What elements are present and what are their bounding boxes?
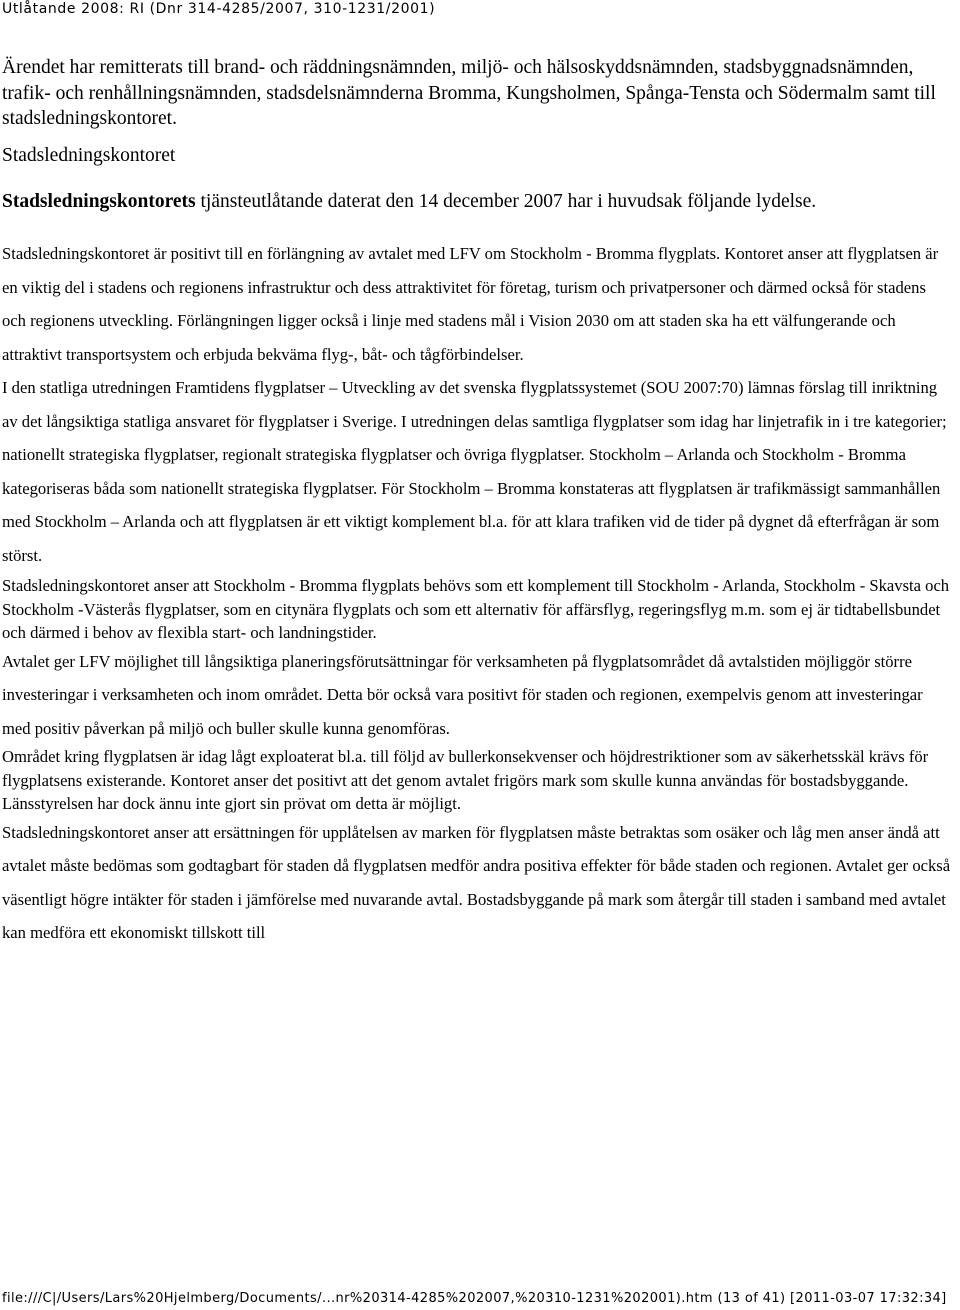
paragraph-lfv-agreement: Avtalet ger LFV möjlighet till långsiktiga planeringsförutsättningar för verksamheten på flygplatsområdet då avtalstiden möjliggör större investeringar i verksamheten och inom området. Detta bör också vara positivt för staden och regionen, exempelvis genom att investeringar med positiv påverkan på miljö och buller skulle kunna genomföras. bbox=[2, 651, 923, 738]
lead-bold-text: Stadsledningskontorets bbox=[2, 191, 196, 212]
page-footer: file:///C|/Users/Lars%20Hjelmberg/Documents/...nr%20314-4285%202007,%20310-1231%202001).htm (13 of 41) [2011-03-07 17:32:34] bbox=[2, 1291, 947, 1306]
lead-rest-text: tjänsteutlåtande daterat den 14 december 2007 har i huvudsak följande lydelse. bbox=[195, 191, 817, 212]
paragraph-state-inquiry: I den statliga utredningen Framtidens flygplatser – Utveckling av det svenska flygplatssystemet (SOU 2007:70) lämnas förslag till inriktning av det långsiktiga statliga ansvaret för flygplatser i Sverige. I utredningen delas samtliga flygplatser som idag har linjetrafik in i tre kategorier; nationellt strategiska flygplatser, regionalt strategiska flygplatser och övriga flygplatser. Stockholm – Arlanda och Stockholm - Bromma kategoriseras båda som nationellt strategiska flygplatser. För Stockholm – Bromma konstateras att flygplatsen är trafikmässigt sammanhållen med Stockholm – Arlanda och att flygplatsen är ett viktigt komplement bl.a. för att klara trafiken vid de tider på dygnet då efterfrågan är som störst. bbox=[2, 378, 947, 565]
intro-paragraph: Ärendet har remitterats till brand- och räddningsnämnden, miljö- och hälsoskyddsnämnden, stadsbyggnadsnämnden, trafik- och renhållningsnämnden, stadsdelsnämnderna Bromma, Kungsholmen, Spånga-Tensta och Södermalm samt till stadsledningskontoret. bbox=[2, 57, 936, 129]
paragraph-complement: Stadsledningskontoret anser att Stockholm - Bromma flygplats behövs som ett komplement till Stockholm - Arlanda, Stockholm - Skavsta och Stockholm -Västerås flygplatser, som en citynära flygplats och som ett alternativ för affärsflyg, regeringsflyg m.m. som ej är tidtabellsbundet och därmed i behov av flexibla start- och landningstider. bbox=[2, 576, 950, 642]
document-body bbox=[2, 55, 952, 950]
section-heading: Stadsledningskontoret bbox=[2, 144, 176, 166]
paragraph-area-exploitation: Området kring flygplatsen är idag lågt exploaterat bl.a. till följd av bullerkonsekvenser och höjdrestriktioner som av säkerhetsskäl krävs för flygplatsens existerande. Kontoret anser det positivt att det genom avtalet frigörs mark som skulle kunna användas för bostadsbyggande. Länsstyrelsen har dock ännu inte gjort sin prövat om detta är möjligt. bbox=[2, 747, 929, 813]
paragraph-compensation: Stadsledningskontoret anser att ersättningen för upplåtelsen av marken för flygplatsen måste betraktas som osäker och låg men anser ändå att avtalet måste bedömas som godtagbart för staden då flygplatsen medför andra positiva effekter för både staden och regionen. Avtalet ger också väsentligt högre intäkter för staden i jämförelse med nuvarande avtal. Bostadsbyggande på mark som återgår till staden i samband med avtalet kan medföra ett ekonomiskt tillskott till bbox=[2, 822, 951, 942]
paragraph-positive-extension: Stadsledningskontoret är positivt till en förlängning av avtalet med LFV om Stockholm - Bromma flygplats. Kontoret anser att flygplatsen är en viktig del i stadens och regionens infrastruktur och dess attraktivitet för företag, turism och privatpersoner och därmed också för stadens och regionens utveckling. Förlängningen ligger också i linje med stadens mål i Vision 2030 om att staden ska ha ett välfungerande och attraktivt transportsystem och erbjuda bekväma flyg-, båt- och tågförbindelser. bbox=[2, 244, 939, 364]
page-header: Utlåtande 2008: RI (Dnr 314-4285/2007, 310-1231/2001) bbox=[2, 1, 436, 17]
lead-paragraph bbox=[2, 189, 952, 214]
